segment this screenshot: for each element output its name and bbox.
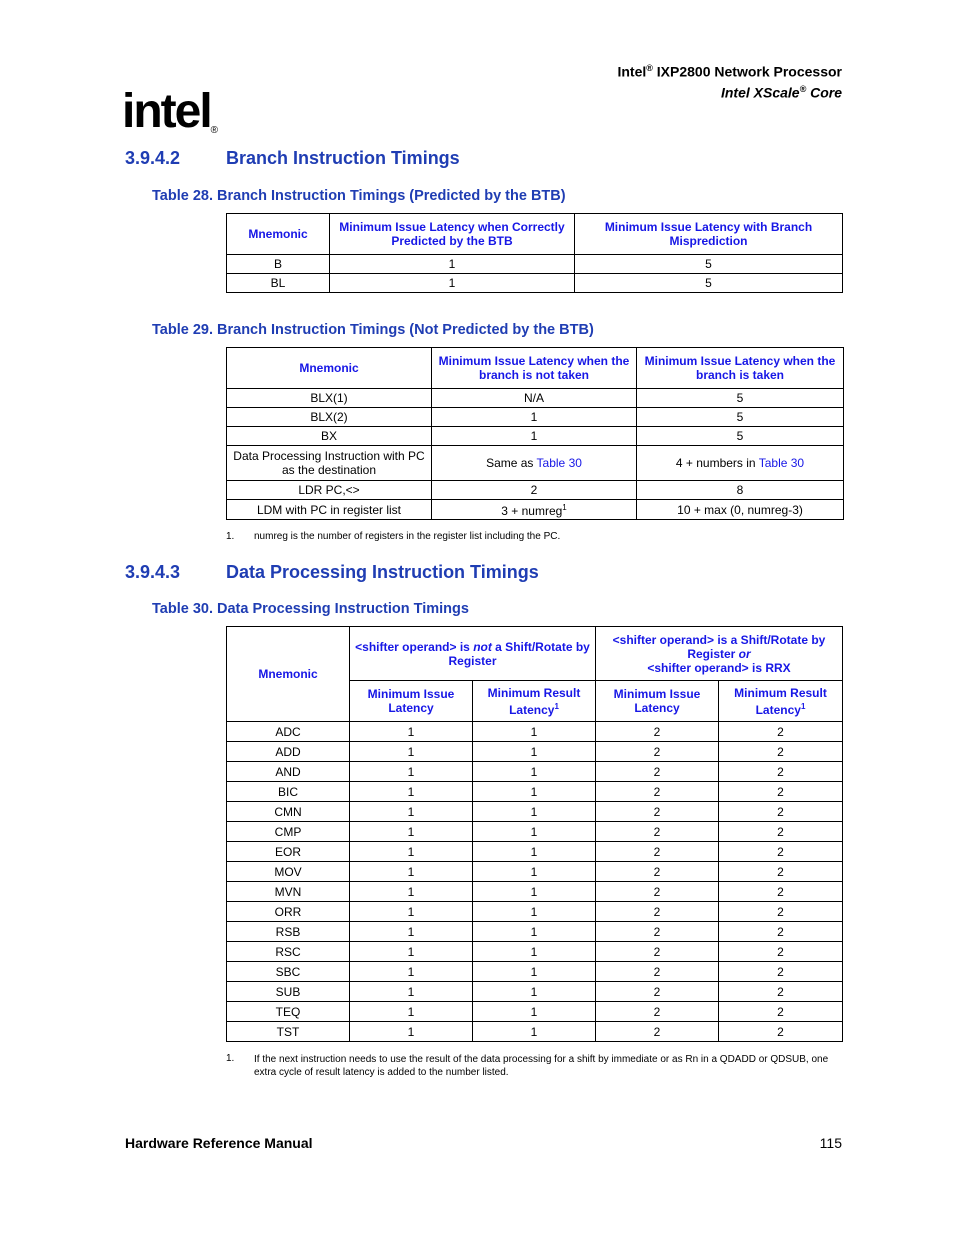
value-cell: 1	[473, 1022, 596, 1042]
value-cell: 2	[596, 1022, 719, 1042]
section-title: Data Processing Instruction Timings	[226, 562, 539, 582]
table-row	[227, 842, 843, 862]
section-title: Branch Instruction Timings	[226, 148, 460, 168]
footnote-number: 1.	[226, 531, 235, 542]
value-cell: 2	[596, 782, 719, 802]
table-row	[227, 722, 843, 742]
table-row: LDM with PC in register list 3 + numreg$^1$ 10 + max (0, numreg-3)	[227, 500, 844, 520]
value-cell: 2	[719, 942, 843, 962]
table-row	[227, 822, 843, 842]
value-cell: 1	[350, 962, 473, 982]
table-row	[227, 882, 843, 902]
table-row: BLX(1) N/A 5	[227, 389, 844, 408]
table-header: Mnemonic	[227, 627, 350, 722]
table-header: Minimum Issue Latency	[350, 681, 473, 722]
footnote-text: If the next instruction needs to use the result of the data processing for a shift by immediate or as Rn in a QDADD or QDSUB, one extra cycle of result latency is added to the number listed.	[254, 1054, 829, 1078]
table-header: <shifter operand> is not a Shift/Rotate by Register	[350, 627, 596, 681]
table-header: <shifter operand> is a Shift/Rotate by Register or <shifter operand> is RRX	[596, 627, 843, 681]
value-cell: 1	[350, 762, 473, 782]
value-cell: 1	[350, 882, 473, 902]
page-number: 115	[819, 1135, 842, 1151]
table29-caption: Table 29. Branch Instruction Timings (Not Predicted by the BTB)	[152, 322, 594, 338]
table-row	[227, 802, 843, 822]
value-cell: 1	[473, 802, 596, 822]
value-cell: 2	[596, 922, 719, 942]
section-number: 3.9.4.2	[125, 148, 181, 168]
table-row: BLX(2) 1 5	[227, 408, 844, 427]
value-cell: 2	[719, 862, 843, 882]
table-header: Minimum Issue Latency with Branch Misprediction	[575, 214, 843, 255]
value-cell: 2	[596, 802, 719, 822]
value-cell: 1	[473, 782, 596, 802]
value-cell: 2	[719, 1002, 843, 1022]
table28-caption: Table 28. Branch Instruction Timings (Predicted by the BTB)	[152, 188, 566, 204]
value-cell: 2	[719, 742, 843, 762]
value-cell: 2	[719, 962, 843, 982]
mnemonic-cell: EOR	[227, 842, 350, 862]
mnemonic-cell: MOV	[227, 862, 350, 882]
value-cell: 2	[719, 902, 843, 922]
table-row	[227, 1002, 843, 1022]
mnemonic-cell: RSC	[227, 942, 350, 962]
table30-link[interactable]: Table 30	[536, 456, 582, 470]
table-row	[227, 742, 843, 762]
mnemonic-cell: ORR	[227, 902, 350, 922]
value-cell: 1	[350, 1022, 473, 1042]
value-cell: 1	[350, 862, 473, 882]
table-row	[227, 982, 843, 1002]
table-row: BL 1 5	[227, 274, 843, 293]
section-number: 3.9.4.3	[125, 562, 181, 582]
value-cell: 2	[596, 862, 719, 882]
table-header: Minimum Result Latency$^1$	[473, 681, 596, 722]
mnemonic-cell: SBC	[227, 962, 350, 982]
mnemonic-cell: SUB	[227, 982, 350, 1002]
value-cell: 2	[596, 742, 719, 762]
value-cell: 1	[350, 902, 473, 922]
table-row	[227, 782, 843, 802]
mnemonic-cell: TEQ	[227, 1002, 350, 1022]
value-cell: 2	[596, 982, 719, 1002]
running-header	[617, 60, 842, 101]
value-cell: 1	[350, 722, 473, 742]
table-row	[227, 962, 843, 982]
value-cell: 2	[719, 762, 843, 782]
table-row: B 1 5	[227, 255, 843, 274]
table29	[226, 347, 844, 520]
core-line: Intel XScale® Core	[720, 83, 842, 101]
footnote-text: numreg is the number of registers in the register list including the PC.	[254, 531, 561, 542]
value-cell: 1	[350, 822, 473, 842]
mnemonic-cell: BIC	[227, 782, 350, 802]
mnemonic-cell: TST	[227, 1022, 350, 1042]
value-cell: 1	[473, 1002, 596, 1022]
value-cell: 1	[350, 982, 473, 1002]
value-cell: 2	[719, 722, 843, 742]
value-cell: 2	[719, 822, 843, 842]
value-cell: 1	[473, 842, 596, 862]
value-cell: 2	[596, 882, 719, 902]
value-cell: 2	[596, 822, 719, 842]
value-cell: 1	[473, 902, 596, 922]
footnote-number: 1.	[226, 1053, 235, 1064]
value-cell: 1	[473, 882, 596, 902]
mnemonic-cell: AND	[227, 762, 350, 782]
table-row	[227, 1022, 843, 1042]
value-cell: 2	[719, 882, 843, 902]
value-cell: 2	[596, 902, 719, 922]
value-cell: 2	[719, 782, 843, 802]
mnemonic-cell: CMP	[227, 822, 350, 842]
value-cell: 2	[596, 962, 719, 982]
value-cell: 2	[719, 802, 843, 822]
table-header: Minimum Issue Latency when the branch is not taken	[432, 348, 637, 389]
footer-title: Hardware Reference Manual	[125, 1135, 313, 1151]
table-header: Minimum Issue Latency	[596, 681, 719, 722]
value-cell: 2	[719, 922, 843, 942]
table28	[226, 213, 843, 293]
table30	[226, 626, 843, 1042]
value-cell: 1	[473, 742, 596, 762]
value-cell: 1	[473, 762, 596, 782]
mnemonic-cell: RSB	[227, 922, 350, 942]
value-cell: 2	[596, 722, 719, 742]
value-cell: 1	[350, 1002, 473, 1022]
table-header: Mnemonic	[227, 348, 432, 389]
table-row	[227, 902, 843, 922]
mnemonic-cell: ADD	[227, 742, 350, 762]
value-cell: 1	[473, 822, 596, 842]
value-cell: 2	[596, 762, 719, 782]
table-row: BX 1 5	[227, 427, 844, 446]
table-header: Mnemonic	[227, 214, 330, 255]
value-cell: 1	[350, 802, 473, 822]
value-cell: 1	[350, 782, 473, 802]
value-cell: 2	[719, 982, 843, 1002]
value-cell: 1	[473, 922, 596, 942]
table-row	[227, 862, 843, 882]
value-cell: 1	[473, 962, 596, 982]
value-cell: 1	[473, 982, 596, 1002]
value-cell: 1	[350, 942, 473, 962]
mnemonic-cell: ADC	[227, 722, 350, 742]
mnemonic-cell: MVN	[227, 882, 350, 902]
value-cell: 2	[596, 842, 719, 862]
value-cell: 1	[473, 942, 596, 962]
table-header: Minimum Issue Latency when Correctly Predicted by the BTB	[330, 214, 575, 255]
value-cell: 2	[596, 1002, 719, 1022]
value-cell: 1	[473, 862, 596, 882]
table-header: Minimum Issue Latency when the branch is taken	[637, 348, 844, 389]
table-row: LDR PC,<> 2 8	[227, 481, 844, 500]
value-cell: 1	[350, 842, 473, 862]
value-cell: 2	[719, 1022, 843, 1042]
mnemonic-cell: CMN	[227, 802, 350, 822]
intel-logo: intel®	[122, 85, 219, 138]
value-cell: 1	[350, 742, 473, 762]
table-row	[227, 922, 843, 942]
value-cell: 1	[350, 922, 473, 942]
value-cell: 2	[596, 942, 719, 962]
value-cell: 2	[719, 842, 843, 862]
product-line: Intel® IXP2800 Network Processor	[617, 63, 842, 80]
table-row	[227, 942, 843, 962]
table-row: Data Processing Instruction with PC as the destination Same as Table 30 4 + numbers in Table 30	[227, 446, 844, 481]
table30-caption: Table 30. Data Processing Instruction Timings	[152, 601, 469, 617]
value-cell: 1	[473, 722, 596, 742]
table-row	[227, 762, 843, 782]
table-header: Minimum Result Latency$^1$	[719, 681, 843, 722]
table30-link[interactable]: Table 30	[758, 456, 805, 470]
